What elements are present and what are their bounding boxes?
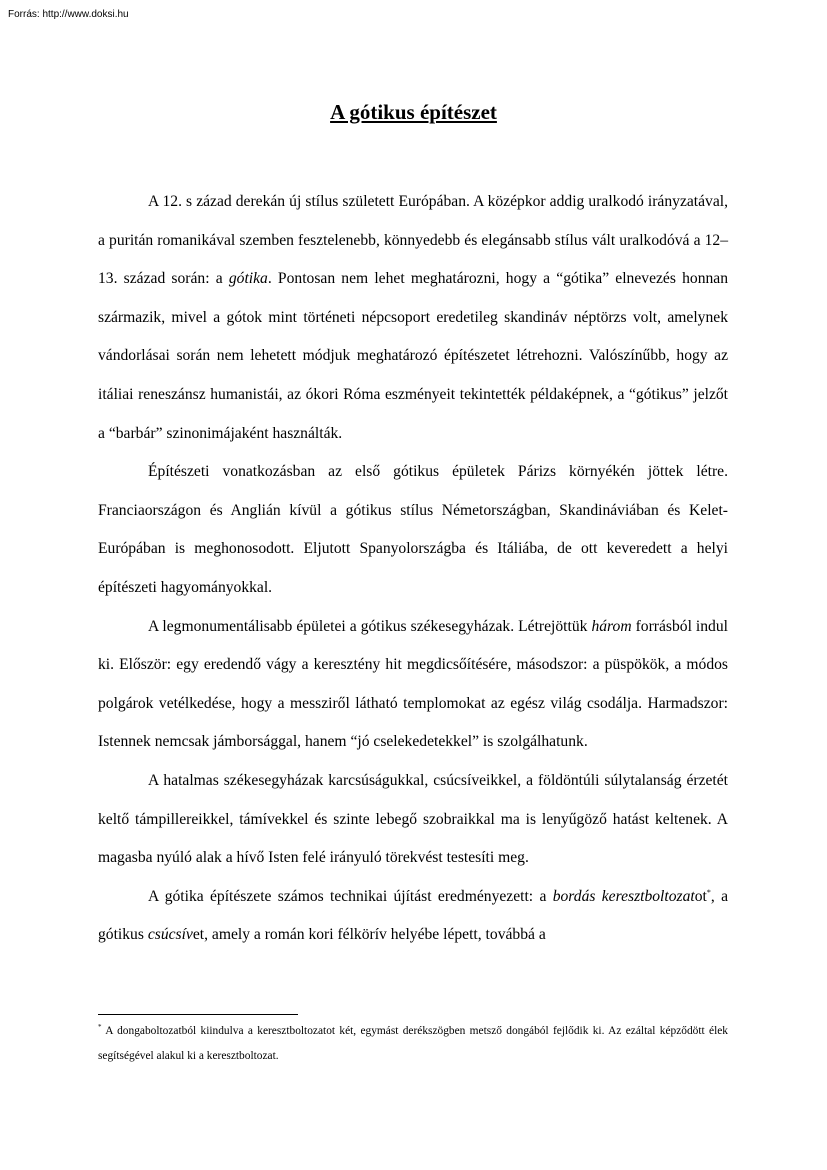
p5-text-a: A gótika építészete számos technikai újítást eredményezett: a [148,887,553,905]
paragraph-4: A hatalmas székesegyházak karcsúságukkal, csúcsíveikkel, a földöntúli súlytalanság érzetét keltő támpillereikkel, támívekkel és szinte lebegő szobraikkal ma is lenyűgöző hatást keltenek. A magasba nyúló alak a hívő Isten felé irányuló törekvést testesíti meg. [98,771,728,867]
footnote-reference[interactable]: * [706,887,711,897]
p5-text-b: ot [694,887,707,905]
p1-text-a: A 12. s zázad derekán új stílus született Európában. A középkor addig uralkodó irányzatával, a puritán romanikával szemben fesztelenebb, könnyedebb és elegánsabb stílus vált uralkodóvá a 12–13. század során: a [98,193,728,288]
p5-text-d: et, amely a román kori félkörív helyébe lépett, továbbá a [192,926,546,944]
footnote-divider [98,1014,298,1015]
paragraph-3 [98,608,728,762]
p3-text-a: A legmonumentálisabb épületei a gótikus székesegyházak. Létrejöttük [148,617,592,635]
p5-emphasis-2: csúcsív [147,926,193,944]
paragraph-2: Építészeti vonatkozásban az első gótikus épületek Párizs környékén jöttek létre. Franciaországon és Anglián kívül a gótikus stílus Németországban, Skandináviában és Kelet-Európában is meghonosodott. Eljutott Spanyolországba és Itáliába, de ott keveredett a helyi építészeti hagyományokkal. [98,463,728,596]
p1-text-b: . Pontosan nem lehet meghatározni, hogy a “gótika” elnevezés honnan származik, mivel a gótok mint történeti népcsoport eredetileg skandináv néptörzs volt, amelynek vándorlásai során nem lehetett módjuk meghatározó építészetet létrehozni. Valószínűbb, hogy az itáliai reneszánsz humanistái, az ókori Róma eszményeit tekintették példaképnek, a “gótikus” jelzőt a “barbár” szinonimájaként használták. [98,270,729,442]
p3-text-b: forrásból indul ki. Először: egy eredendő vágy a keresztény hit megdicsőítésére, másodszor: a püspökök, a módos polgárok vetélkedése, hogy a messziről látható templomokat az egész világ csodálja. Harmadszor: Istennek nemcsak jámborsággal, hanem “jó cselekedetekkel” is szolgálhatunk. [98,617,728,751]
footnote-text: A dongaboltozatból kiindulva a keresztboltozatot két, egymást derékszögben metsző dongából fejlődik ki. Az ezáltal képződött élek segítségével alakul ki a keresztboltozat. [98,1025,728,1062]
p5-text-c: , a gótikus [98,887,729,944]
footnote [98,1019,728,1069]
p3-emphasis: három [591,617,632,635]
p1-emphasis: gótika [228,270,268,288]
source-line: Forrás: http://www.doksi.hu [8,9,129,20]
footnote-mark: * [98,1023,102,1032]
paragraph-5 [98,878,728,955]
p5-emphasis-1: bordás keresztboltozat [552,887,695,905]
paragraph-1 [98,183,728,453]
page-title: A gótikus építészet [330,100,497,124]
body-text [98,183,728,955]
